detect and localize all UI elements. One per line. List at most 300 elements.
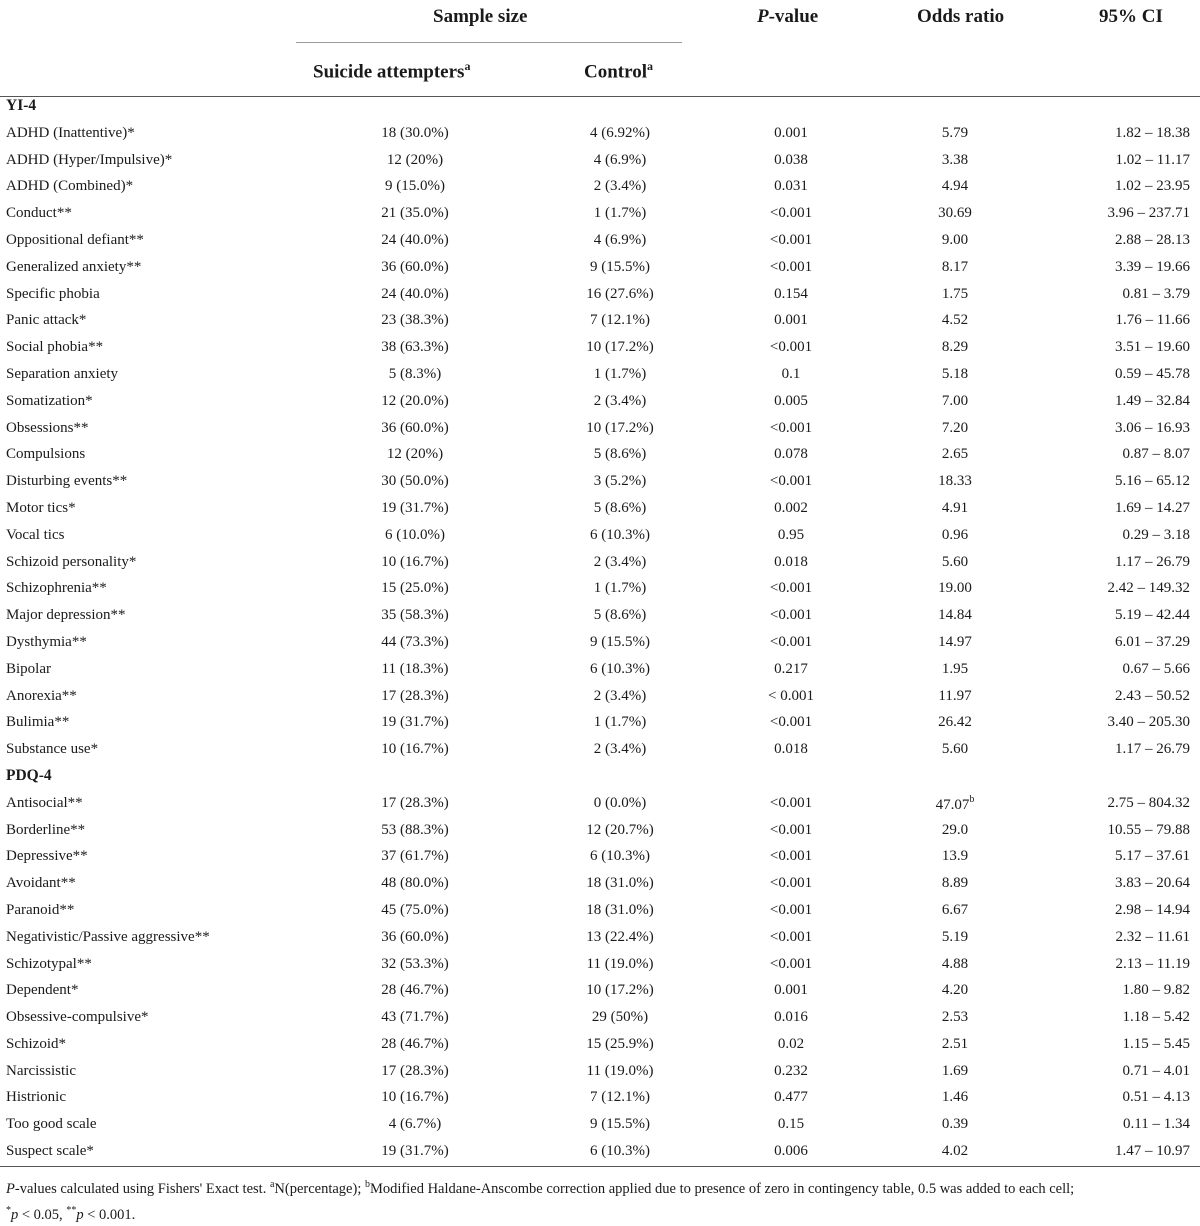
table-row [0,1085,1200,1112]
row-label-text: Somatization* [6,392,93,409]
cell-control [535,848,705,865]
cell-odds-ratio [885,848,1025,865]
cell-p-value-text: 0.1 [781,365,801,382]
cell-odds-ratio-text: 4.91 [941,499,969,516]
cell-p-value-text: <0.001 [769,714,813,731]
row-label-text: Social phobia** [6,339,104,356]
cell-control-text: 2 (3.4%) [593,687,647,704]
cell-p-value [711,232,871,249]
cell-p-value [711,1063,871,1080]
cell-odds-ratio-text: 4.02 [941,1143,969,1160]
cell-control-text: 5 (8.6%) [593,499,647,516]
cell-ci-text: 0.29 – 3.18 [1122,526,1190,543]
cell-ci [1042,527,1190,544]
cell-suicide-attempters-text: 17 (28.3%) [381,1062,449,1079]
cell-ci-text: 3.39 – 19.66 [1115,258,1190,275]
cell-p-value [711,286,871,303]
row-label-text: Substance use* [6,741,99,758]
cell-control [535,286,705,303]
cell-p-value [711,1143,871,1160]
row-label-text: Suspect scale* [6,1143,94,1160]
cell-odds-ratio-text: 0.39 [941,1116,969,1133]
cell-p-value [711,527,871,544]
header-ci: 95% CI [1099,6,1163,27]
cell-suicide-attempters-text: 45 (75.0%) [381,901,449,918]
cell-p-value [711,125,871,142]
cell-control [535,500,705,517]
row-label-text: Conduct** [6,205,72,222]
cell-suicide-attempters [330,1143,500,1160]
footnote-p1: p [11,1206,19,1223]
cell-odds-ratio [885,178,1025,195]
row-label [6,580,107,597]
table-row [0,925,1200,952]
cell-odds-ratio [885,661,1025,678]
cell-suicide-attempters [330,125,500,142]
cell-ci-text: 1.15 – 5.45 [1122,1035,1190,1052]
table-row [0,228,1200,255]
cell-odds-ratio [885,902,1025,919]
cell-p-value [711,714,871,731]
row-label-text: Compulsions [6,446,86,463]
footnote-star-1: * [6,1204,11,1216]
section-header [0,94,1200,121]
row-label [6,259,141,276]
table-row [0,282,1200,309]
cell-ci [1042,661,1190,678]
row-label-text: Vocal tics [6,526,65,543]
row-label [6,902,74,919]
cell-suicide-attempters [330,152,500,169]
cell-suicide-attempters [330,982,500,999]
table-row [0,255,1200,282]
cell-control-text: 2 (3.4%) [593,553,647,570]
footnote-sup-b: b [364,1179,370,1190]
cell-p-value-text: 0.232 [774,1062,808,1079]
cell-control-text: 10 (17.2%) [586,982,654,999]
cell-odds-ratio-text: 4.88 [941,955,969,972]
cell-suicide-attempters [330,634,500,651]
cell-ci [1042,259,1190,276]
cell-suicide-attempters [330,607,500,624]
header-odds-ratio: Odds ratio [917,6,1005,27]
cell-control [535,714,705,731]
cell-control-text: 1 (1.7%) [593,580,647,597]
cell-control-text: 4 (6.9%) [593,151,647,168]
cell-p-value-text: 0.078 [774,446,808,463]
cell-p-value-text: 0.02 [777,1035,805,1052]
cell-p-value-text: 0.001 [774,312,808,329]
cell-suicide-attempters [330,339,500,356]
cell-ci [1042,420,1190,437]
cell-control-text: 16 (27.6%) [586,285,654,302]
cell-suicide-attempters-text: 43 (71.7%) [381,1009,449,1026]
row-label-text: Major depression** [6,607,126,624]
cell-p-value-text: <0.001 [769,607,813,624]
cell-control [535,473,705,490]
cell-ci-text: 1.49 – 32.84 [1115,392,1190,409]
cell-odds-ratio [885,1089,1025,1106]
row-label-text: Histrionic [6,1089,66,1106]
cell-control-text: 9 (15.5%) [590,633,650,650]
header-control [584,59,653,83]
cell-control-text: 11 (19.0%) [586,1062,654,1079]
row-label-text: Too good scale [6,1116,97,1133]
header-suicide-label: Suicide attempters [313,61,465,83]
cell-odds-ratio-text: 13.9 [941,848,969,865]
cell-suicide-attempters-text: 30 (50.0%) [381,473,449,490]
cell-odds-ratio [885,795,1025,814]
cell-ci [1042,982,1190,999]
cell-p-value [711,1009,871,1026]
header-suicide-attempters [313,59,470,83]
cell-ci-text: 5.16 – 65.12 [1115,473,1190,490]
cell-suicide-attempters-text: 4 (6.7%) [388,1116,442,1133]
cell-ci [1042,1063,1190,1080]
cell-p-value [711,312,871,329]
cell-ci [1042,929,1190,946]
table-footnote [6,1174,1196,1226]
cell-odds-ratio-text: 2.53 [941,1009,969,1026]
cell-p-value [711,554,871,571]
cell-ci [1042,366,1190,383]
cell-suicide-attempters [330,286,500,303]
cell-odds-ratio [885,956,1025,973]
bottom-rule [0,1166,1200,1167]
row-label [6,420,89,437]
cell-p-value [711,795,871,812]
cell-suicide-attempters [330,259,500,276]
cell-odds-ratio-text: 5.19 [941,928,969,945]
cell-p-value-text: 0.001 [774,124,808,141]
cell-suicide-attempters-text: 36 (60.0%) [381,419,449,436]
cell-p-value-text: 0.002 [774,499,808,516]
cell-odds-ratio [885,259,1025,276]
cell-ci-text: 3.06 – 16.93 [1115,419,1190,436]
row-label [6,982,78,999]
cell-p-value-text: <0.001 [769,928,813,945]
row-label [6,286,100,303]
cell-ci-text: 2.43 – 50.52 [1115,687,1190,704]
cell-odds-ratio-text: 1.95 [941,660,969,677]
row-label-text: Separation anxiety [6,365,119,382]
cell-odds-ratio-text: 2.65 [941,446,969,463]
footnote-p2: p [76,1206,84,1223]
cell-control [535,661,705,678]
cell-p-value [711,661,871,678]
cell-suicide-attempters-text: 11 (18.3%) [381,660,449,677]
table-row [0,978,1200,1005]
row-label-text: ADHD (Inattentive)* [6,124,135,141]
table-row [0,630,1200,657]
cell-suicide-attempters-text: 28 (46.7%) [381,1035,449,1052]
header-control-label: Control [584,61,647,83]
header-p-italic: P [757,6,769,27]
cell-suicide-attempters [330,178,500,195]
row-label [6,1063,76,1080]
row-label-text: ADHD (Hyper/Impulsive)* [6,151,173,168]
cell-ci [1042,741,1190,758]
cell-control-text: 2 (3.4%) [593,741,647,758]
cell-odds-ratio [885,339,1025,356]
cell-suicide-attempters-text: 6 (10.0%) [385,526,445,543]
table-row [0,737,1200,764]
row-label-text: Negativistic/Passive aggressive** [6,928,210,945]
cell-p-value-text: 0.018 [774,553,808,570]
footnote-p2-text: < 0.001. [83,1206,136,1223]
table-row [0,684,1200,711]
row-label-text: Disturbing events** [6,473,128,490]
table-row [0,844,1200,871]
footnote-text-1: -values calculated using Fishers' Exact test. [14,1180,270,1197]
cell-control-text: 10 (17.2%) [586,339,654,356]
cell-control [535,875,705,892]
cell-odds-ratio [885,125,1025,142]
cell-p-value-text: 0.031 [774,178,808,195]
cell-control [535,1036,705,1053]
cell-control [535,580,705,597]
cell-control [535,1143,705,1160]
cell-ci-text: 0.87 – 8.07 [1122,446,1190,463]
row-label-text: Depressive** [6,848,88,865]
cell-p-value-text: <0.001 [769,231,813,248]
cell-p-value [711,822,871,839]
row-label-text: Narcissistic [6,1062,76,1079]
cell-control-text: 1 (1.7%) [593,714,647,731]
cell-control [535,1063,705,1080]
cell-control-text: 15 (25.9%) [586,1035,654,1052]
cell-odds-ratio-text: 29.0 [941,821,969,838]
table-body [0,94,1200,1166]
cell-odds-ratio [885,1143,1025,1160]
cell-p-value-text: 0.154 [774,285,808,302]
table-row [0,576,1200,603]
cell-control-text: 6 (10.3%) [590,848,650,865]
row-label-text: Schizophrenia** [6,580,107,597]
footnote-p1-text: < 0.05, [18,1206,67,1223]
cell-ci-text: 0.51 – 4.13 [1122,1089,1190,1106]
cell-ci-text: 2.13 – 11.19 [1115,955,1190,972]
cell-suicide-attempters [330,446,500,463]
row-label [6,607,126,624]
cell-control [535,982,705,999]
row-label-text: Motor tics* [6,499,76,516]
cell-control-text: 3 (5.2%) [593,473,647,490]
cell-suicide-attempters-text: 35 (58.3%) [381,607,449,624]
row-label-text: Schizoid personality* [6,553,137,570]
cell-control [535,1116,705,1133]
cell-odds-ratio [885,741,1025,758]
cell-control [535,259,705,276]
footnote-p: P [6,1180,15,1197]
row-label-text: Bulimia** [6,714,70,731]
row-label [6,1143,94,1160]
header-control-sup: a [646,59,653,73]
cell-control-text: 5 (8.6%) [593,446,647,463]
footnote-text-2: N(percentage); [274,1180,365,1197]
cell-p-value-text: <0.001 [769,848,813,865]
cell-suicide-attempters-text: 48 (80.0%) [381,875,449,892]
cell-odds-ratio-text: 5.79 [941,124,969,141]
cell-suicide-attempters-text: 17 (28.3%) [381,794,449,811]
cell-p-value-text: < 0.001 [768,687,814,704]
cell-ci [1042,714,1190,731]
cell-odds-ratio-text: 18.33 [938,473,972,490]
cell-ci [1042,956,1190,973]
cell-suicide-attempters [330,929,500,946]
table-row [0,550,1200,577]
cell-control [535,741,705,758]
cell-suicide-attempters-text: 17 (28.3%) [381,687,449,704]
table-row [0,791,1200,818]
cell-p-value [711,929,871,946]
table-row [0,335,1200,362]
cell-suicide-attempters-text: 12 (20%) [386,151,444,168]
cell-control [535,634,705,651]
cell-suicide-attempters [330,875,500,892]
cell-p-value-text: 0.477 [774,1089,808,1106]
cell-suicide-attempters-text: 24 (40.0%) [381,231,449,248]
table-row [0,1059,1200,1086]
cell-p-value [711,956,871,973]
cell-suicide-attempters-text: 23 (38.3%) [381,312,449,329]
cell-control [535,902,705,919]
footnote-star-2: ** [66,1204,77,1216]
row-label [6,1036,66,1053]
row-label [6,366,118,383]
cell-p-value [711,393,871,410]
cell-suicide-attempters-text: 24 (40.0%) [381,285,449,302]
cell-odds-ratio-text: 1.69 [941,1062,969,1079]
cell-control [535,366,705,383]
cell-ci [1042,1009,1190,1026]
cell-p-value [711,259,871,276]
cell-p-value-text: <0.001 [769,955,813,972]
cell-control-text: 10 (17.2%) [586,419,654,436]
cell-ci [1042,634,1190,651]
cell-odds-ratio [885,714,1025,731]
row-label-text: Generalized anxiety** [6,258,142,275]
cell-odds-ratio-text: 8.17 [941,258,969,275]
cell-ci [1042,286,1190,303]
cell-suicide-attempters [330,848,500,865]
cell-control-text: 9 (15.5%) [590,258,650,275]
cell-control-text: 0 (0.0%) [593,794,647,811]
cell-odds-ratio-text: 5.60 [941,741,969,758]
cell-ci-text: 0.59 – 45.78 [1115,365,1190,382]
cell-suicide-attempters-text: 12 (20.0%) [381,392,449,409]
cell-ci [1042,1089,1190,1106]
cell-p-value [711,902,871,919]
row-label [6,1116,97,1133]
table-row [0,1139,1200,1166]
cell-control [535,420,705,437]
cell-suicide-attempters-text: 19 (31.7%) [381,499,449,516]
cell-ci-text: 1.47 – 10.97 [1115,1143,1190,1160]
cell-p-value [711,982,871,999]
cell-odds-ratio-text: 5.60 [941,553,969,570]
cell-odds-ratio-text: 6.67 [941,901,969,918]
cell-suicide-attempters [330,661,500,678]
cell-suicide-attempters-text: 5 (8.3%) [388,365,442,382]
cell-control [535,178,705,195]
cell-ci-text: 6.01 – 37.29 [1115,633,1190,650]
cell-control [535,929,705,946]
cell-control-text: 6 (10.3%) [590,1143,650,1160]
cell-ci-text: 1.02 – 11.17 [1115,151,1190,168]
cell-p-value-text: 0.001 [774,982,808,999]
row-label [6,152,172,169]
row-label [6,956,92,973]
cell-suicide-attempters [330,956,500,973]
row-label [6,929,210,946]
cell-odds-ratio [885,500,1025,517]
cell-p-value [711,473,871,490]
cell-odds-ratio-text: 1.75 [941,285,969,302]
row-label-text: Avoidant** [6,875,76,892]
cell-ci-text: 3.40 – 205.30 [1107,714,1190,731]
cell-ci [1042,205,1190,222]
row-label-text: Borderline** [6,821,86,838]
cell-p-value-text: <0.001 [769,821,813,838]
cell-control [535,822,705,839]
cell-p-value [711,580,871,597]
cell-suicide-attempters-text: 19 (31.7%) [381,714,449,731]
cell-p-value-text: 0.006 [774,1143,808,1160]
cell-suicide-attempters [330,714,500,731]
cell-suicide-attempters [330,393,500,410]
cell-suicide-attempters [330,1009,500,1026]
table-row [0,952,1200,979]
cell-p-value [711,205,871,222]
cell-suicide-attempters-text: 18 (30.0%) [381,124,449,141]
cell-p-value [711,500,871,517]
cell-ci [1042,178,1190,195]
cell-odds-ratio [885,205,1025,222]
cell-ci [1042,125,1190,142]
cell-suicide-attempters [330,232,500,249]
cell-control [535,554,705,571]
cell-odds-ratio [885,1063,1025,1080]
cell-p-value-text: <0.001 [769,419,813,436]
cell-control [535,607,705,624]
cell-ci [1042,473,1190,490]
cell-odds-ratio-text: 8.29 [941,339,969,356]
row-label-text: Schizoid* [6,1035,66,1052]
cell-p-value-text: <0.001 [769,633,813,650]
cell-control [535,688,705,705]
footnote-sup-a: a [269,1179,275,1190]
table-row [0,416,1200,443]
cell-control [535,446,705,463]
cell-ci-text: 5.19 – 42.44 [1115,607,1190,624]
cell-control-text: 13 (22.4%) [586,928,654,945]
cell-p-value-text: 0.217 [774,660,808,677]
cell-suicide-attempters [330,822,500,839]
cell-p-value [711,607,871,624]
row-label-text: Specific phobia [6,285,100,302]
cell-suicide-attempters [330,420,500,437]
cell-suicide-attempters-text: 10 (16.7%) [381,1089,449,1106]
cell-ci-text: 0.11 – 1.34 [1123,1116,1190,1133]
cell-ci-text: 1.69 – 14.27 [1115,499,1190,516]
cell-control [535,956,705,973]
cell-suicide-attempters [330,688,500,705]
cell-suicide-attempters [330,1036,500,1053]
cell-ci-text: 2.75 – 804.32 [1107,794,1190,811]
cell-control [535,795,705,812]
cell-suicide-attempters-text: 38 (63.3%) [381,339,449,356]
